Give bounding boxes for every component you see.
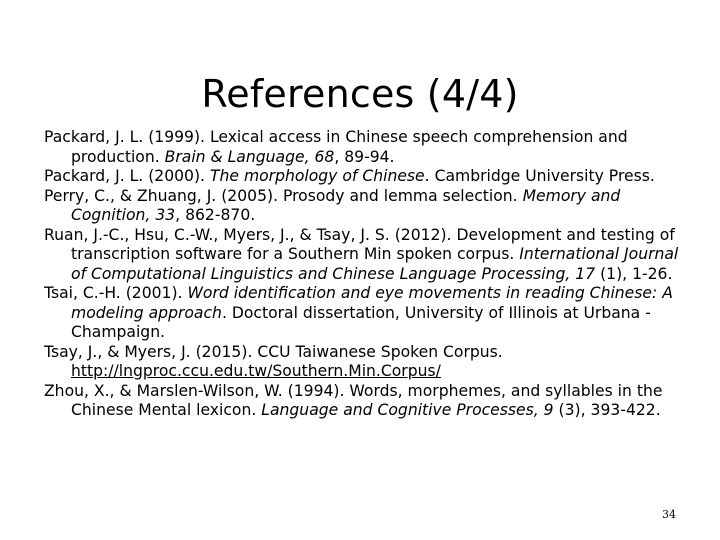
corpus-link[interactable]: http://lngproc.ccu.edu.tw/Southern.Min.Corpus/ <box>71 362 441 380</box>
reference-text: Packard, J. L. (1999). Lexical access in Chinese speech comprehension and production. <box>44 128 628 166</box>
reference-text: Tsai, C.-H. (2001). <box>44 284 188 302</box>
reference-item <box>44 128 694 167</box>
reference-item <box>44 167 694 187</box>
page-number: 34 <box>662 508 676 521</box>
reference-text: Ruan, J.-C., Hsu, C.-W., Myers, J., & Tsay, J. S. (2012). Development and testing of transcription software for a Southern Min spoken corpus. <box>44 225 675 263</box>
reference-item <box>44 343 694 382</box>
reference-source: The morphology of Chinese <box>209 167 425 185</box>
reference-item <box>44 226 694 285</box>
reference-details: . Cambridge University Press. <box>424 167 655 185</box>
reference-details: , 862-870. <box>175 206 256 224</box>
reference-item <box>44 284 694 343</box>
reference-source: Language and Cognitive Processes, 9 <box>261 401 554 419</box>
reference-item <box>44 187 694 226</box>
reference-details: , 89-94. <box>334 147 395 166</box>
reference-text: Perry, C., & Zhuang, J. (2005). Prosody and lemma selection. <box>44 186 523 205</box>
reference-source: Brain & Language, 68 <box>164 147 335 166</box>
reference-list <box>44 128 694 421</box>
slide-title: References (4/4) <box>201 72 519 117</box>
reference-text: Zhou, X., & Marslen-Wilson, W. (1994). Words, morphemes, and syllables in the Chinese Mental lexicon. <box>44 381 663 419</box>
reference-details: (3), 393-422. <box>553 401 661 419</box>
reference-details: . Doctoral dissertation, University of Illinois at Urbana -Champaign. <box>71 303 651 341</box>
reference-details: (1), 1-26. <box>595 264 673 283</box>
reference-text: Packard, J. L. (2000). <box>44 167 210 185</box>
reference-source: Memory and Cognition, 33 <box>71 186 621 224</box>
reference-source: International Journal of Computational Linguistics and Chinese Language Processing, 17 <box>71 245 679 283</box>
reference-item <box>44 382 694 421</box>
reference-source: Word identification and eye movements in reading Chinese: A modeling approach <box>71 284 673 322</box>
reference-text: Tsay, J., & Myers, J. (2015). CCU Taiwanese Spoken Corpus. <box>44 342 503 361</box>
